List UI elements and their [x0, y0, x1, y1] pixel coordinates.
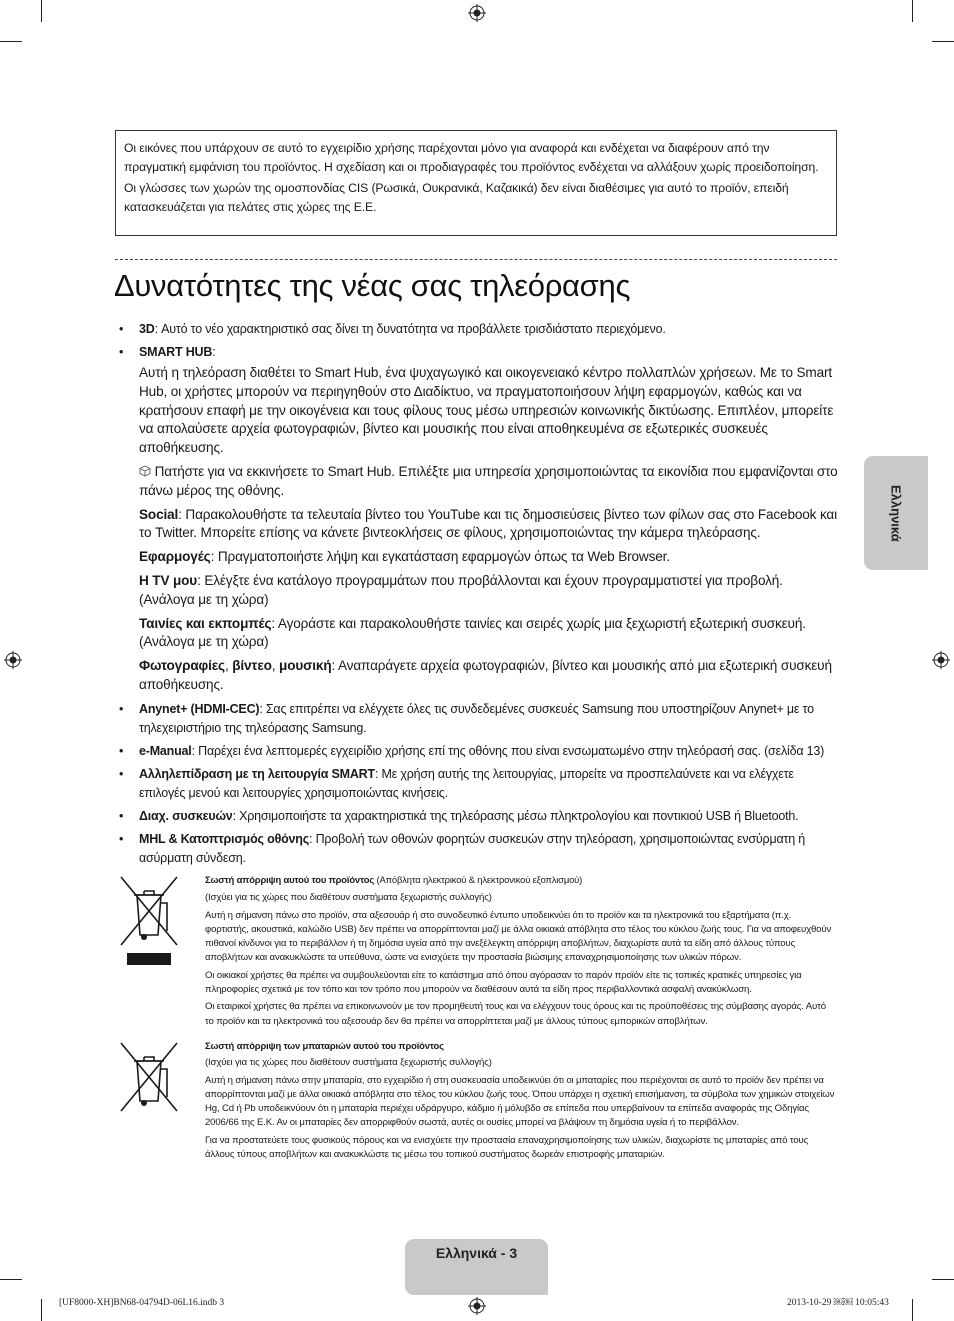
- feature-text: : Με χρήση αυτής της λειτουργίας, μπορείτε να προσπελαύνετε και να ελέγχετε επιλογές μενού και λειτουργίες χρησιμοποιώντας κινήσεις.: [139, 766, 794, 800]
- dashed-divider: [115, 259, 837, 260]
- feature-text: : Σας επιτρέπει να ελέγχετε όλες τις συνδεδεμένες συσκευές Samsung που υποστηρίζουν Anynet+ με το τηλεχειριστήριο της τηλεόρασης Samsung.: [139, 701, 814, 735]
- apps-label: Εφαρμογές: [139, 549, 211, 565]
- feature-label: Διαχ. συσκευών: [139, 808, 233, 823]
- smart-hub-movies: [139, 615, 839, 653]
- crop-mark: [41, 0, 42, 22]
- disposal-paragraph: Οι εταιρικοί χρήστες θα πρέπει να επικοινωνούν με τον προμηθευτή τους και να ελέγχουν τους όρους και τις προϋποθέσεις της σύμβασης αγοράς. Αυτό το προϊόν και τα ηλεκτρονικά του αξεσουάρ δεν θα πρέπει να απορρίπτεται μαζί με άλλους τύπους εμπορικών αποβλήτων.: [205, 1001, 826, 1027]
- smart-hub-section: [117, 364, 839, 695]
- apps-text: : Πραγματοποιήστε λήψη και εγκατάσταση εφαρμογών όπως τα Web Browser.: [210, 549, 670, 565]
- movies-text: : Αγοράστε και παρακολουθήστε ταινίες και σειρές χωρίς μια ξεχωριστή εξωτερική συσκευή. (Ανάλογα με τη χώρα): [139, 615, 806, 650]
- disposal-battery-section: [117, 1039, 837, 1162]
- list-item: [117, 742, 839, 761]
- list-item: [117, 807, 839, 826]
- feature-label: Anynet+ (HDMI-CEC): [139, 701, 260, 716]
- smart-hub-cube-icon: [139, 465, 151, 477]
- list-item: [117, 830, 839, 868]
- feature-label: Αλληλεπίδραση με τη λειτουργία SMART: [139, 766, 375, 781]
- disposal-subtitle: (Ισχύει για τις χώρες που διαθέτουν συστήματα ξεχωριστής συλλογής): [205, 1057, 492, 1069]
- movies-label: Ταινίες και εκπομπές: [139, 615, 272, 631]
- feature-colon: :: [212, 345, 216, 359]
- disposal-title: Σωστή απόρριψη των μπαταριών αυτού του προϊόντος: [205, 1040, 444, 1051]
- disposal-paragraph: Για να προστατεύετε τους φυσικούς πόρους και να ενισχύετε την προστασία επαναχρησιμοποίησης των υλικών, διαχωρίστε τις μπαταρίες από τους άλλους τύπους αποβλήτων και ανακυκλώστε τις μέσω του τοπικού συστήματος δωρεάν επιστροφής μπαταριών.: [205, 1134, 809, 1161]
- registration-mark-icon: [932, 651, 950, 669]
- mytv-text: : Ελέγξτε ένα κατάλογο προγραμμάτων που προβάλλονται και έχουν προγραμματιστεί για προβολή. (Ανάλογα με τη χώρα): [139, 572, 783, 607]
- crop-mark: [41, 1299, 42, 1321]
- crossed-out-wheelie-bin-icon: [117, 1039, 181, 1119]
- list-item: [117, 343, 839, 362]
- registration-mark-icon: [4, 651, 22, 669]
- disposal-title-suffix: (Απόβλητα ηλεκτρικού & ηλεκτρονικού εξοπλισμού): [374, 874, 583, 885]
- music-label: μουσική: [279, 658, 332, 674]
- page-number: Ελληνικά - 3: [405, 1239, 548, 1295]
- smart-hub-mytv: [139, 572, 839, 610]
- social-label: Social: [139, 506, 179, 522]
- smart-hub-press-text: Πατήστε για να εκκινήσετε το Smart Hub. Επιλέξτε μια υπηρεσία χρησιμοποιώντας τα εικονίδια που εμφανίζονται στο πάνω μέρος της οθόνης.: [139, 463, 838, 498]
- feature-label: 3D: [139, 322, 155, 336]
- feature-text: : Προβολή των οθονών φορητών συσκευών στην τηλεόραση, χρησιμοποιώντας ενσύρματη ή ασύρματη σύνδεση.: [139, 831, 805, 865]
- videos-label: βίντεο: [232, 658, 272, 674]
- page-title: Δυνατότητες της νέας σας τηλεόρασης: [114, 268, 631, 303]
- crop-mark: [0, 1279, 22, 1280]
- footer-file-info: [UF8000-XH]BN68-04794D-06L16.indb 3: [59, 1298, 225, 1308]
- registration-mark-icon: [468, 1297, 486, 1315]
- list-item: [117, 700, 839, 738]
- disposal-product-section: [117, 873, 837, 1029]
- crop-mark: [932, 41, 954, 42]
- photos-comma: ,: [271, 658, 280, 674]
- mytv-label: Η TV μου: [139, 572, 198, 588]
- list-item: [117, 765, 839, 803]
- crop-mark: [912, 1299, 913, 1321]
- photos-comma: ,: [224, 658, 233, 674]
- list-item: [117, 320, 839, 339]
- disposal-title: Σωστή απόρριψη αυτού του προϊόντος: [205, 874, 375, 885]
- crop-mark: [912, 0, 913, 22]
- crop-mark: [0, 41, 22, 42]
- feature-text: : Χρησιμοποιήστε τα χαρακτηριστικά της τηλεόρασης μέσω πληκτρολογίου και ποντικιού USB ή Bluetooth.: [232, 808, 799, 823]
- notice-paragraph: Οι γλώσσες των χωρών της ομοσπονδίας CIS (Ρωσικά, Ουκρανικά, Καζακικά) δεν είναι διαθέσιμες για αυτό το προϊόν, επειδή κατασκευάζεται για πελάτες στις χώρες της Ε.Ε.: [124, 181, 789, 214]
- smart-hub-photos: [139, 657, 839, 695]
- disposal-subtitle: (Ισχύει για τις χώρες που διαθέτουν συστήματα ξεχωριστής συλλογής): [205, 892, 492, 904]
- smart-hub-intro: Αυτή η τηλεόραση διαθέτει το Smart Hub, ένα ψυχαγωγικό και οικογενειακό κέντρο πολλαπλών χρήσεων. Με το Smart Hub, οι χρήστες μπορούν να περιηγηθούν στο Διαδίκτυο, να πραγματοποιήσουν λήψη εφαρμογών, καθώς και να κρατήσουν επαφή με την οικογένεια και τους φίλους τους μέσω υπηρεσιών κοινωνικής δικτύωσης. Επιπλέον, μπορείτε να απολαύσετε αρχεία φωτογραφιών, βίντεο και μουσικής που είναι αποθηκευμένα σε εξωτερικές συσκευές αποθήκευσης.: [139, 365, 834, 456]
- language-side-tab: [864, 456, 928, 570]
- photos-text: : Αναπαράγετε αρχεία φωτογραφιών, βίντεο και μουσικής από μια εξωτερική συσκευή αποθήκευσης.: [139, 658, 832, 692]
- feature-label: MHL & Κατοπτρισμός οθόνης: [139, 831, 310, 846]
- smart-hub-apps: [139, 548, 839, 567]
- feature-label: e-Manual: [139, 743, 192, 758]
- footer-timestamp: 2013-10-29 ￼￼ 10:05:43: [787, 1298, 889, 1308]
- social-text: : Παρακολουθήστε τα τελευταία βίντεο του YouTube και τις δημοσιεύσεις βίντεο των φίλων σας στο Facebook και το Twitter. Μπορείτε επίσης να κάνετε βιντεοκλήσεις σε φίλους, χρησιμοποιώντας την κάμερα τηλεόρασης.: [139, 506, 838, 541]
- photos-label: Φωτογραφίες: [139, 658, 225, 674]
- language-side-tab-label: Ελληνικά: [888, 484, 904, 542]
- notice-box: [115, 130, 837, 236]
- feature-list: [117, 320, 839, 872]
- crop-mark: [932, 1279, 954, 1280]
- disposal-paragraph: Αυτή η σήμανση πάνω στο προϊόν, στα αξεσουάρ ή στο συνοδευτικό έντυπο υποδεικνύει ότι το προϊόν και τα ηλεκτρονικά του εξαρτήματα (π.χ. φορτιστής, ακουστικά, καλώδιο USB) δεν πρέπει να απορρίπτονται μαζί με άλλα οικιακά απόβλητα στο τέλος του κύκλου ζωής τους. Για να αποφευχθούν πιθανοί κίνδυνοι για το περιβάλλον ή τη δημόσια υγεία από την ανεξέλεγκτη απόρριψη αποβλήτων, διαχωρίστε αυτά τα είδη από άλλους τύπους αποβλήτων και ανακυκλώστε τα υπεύθυνα, ώστε να ενισχύετε την προστασία βιώσιμης επαναχρησιμοποίησης των υλικών πόρων.: [205, 909, 832, 964]
- feature-text: : Παρέχει ένα λεπτομερές εγχειρίδιο χρήσης επί της οθόνης που είναι ενσωματωμένο στην τηλεόρασή σας. (σελίδα 13): [191, 743, 825, 758]
- feature-label: SMART HUB: [139, 345, 213, 359]
- disposal-paragraph: Αυτή η σήμανση πάνω στην μπαταρία, στο εγχειρίδιο ή στη συσκευασία υποδεικνύει ότι οι μπαταρίες που περιέχονται σε αυτό το προϊόν δεν πρέπει να απορρίπτονται μαζί με άλλα οικιακά απόβλητα στο τέλος του κύκλου ζωής τους. Όπου υπάρχει η σχετική επισήμανση, τα σύμβολα των χημικών στοιχείων Hg, Cd ή Pb υποδεικνύουν ότι η μπαταρία περιέχει υδράργυρο, κάδμιο ή μόλυβδο σε επίπεδα που υπερβαίνουν τα επίπεδα αναφοράς της Οδηγίας 2006/66 της Ε.Κ. Αν οι μπαταρίες δεν απορριφθούν σωστά, αυτές οι ουσίες μπορεί να βλάψουν τη δημόσια υγεία ή το περιβάλλον.: [205, 1074, 835, 1129]
- notice-paragraph: Οι εικόνες που υπάρχουν σε αυτό το εγχειρίδιο χρήσης παρέχονται μόνο για αναφορά και ενδέχεται να διαφέρουν από την πραγματική εμφάνιση του προϊόντος. Η σχεδίαση και οι προδιαγραφές του προϊόντος ενδέχεται να αλλάξουν χωρίς προειδοποίηση.: [124, 141, 819, 174]
- smart-hub-social: [139, 506, 839, 544]
- disposal-paragraph: Οι οικιακοί χρήστες θα πρέπει να συμβουλεύονται είτε το κατάστημα από όπου αγόρασαν το παρόν προϊόν είτε τις τοπικές κρατικές υπηρεσίες για πληροφορίες σχετικά με τον τόπο και τον τρόπο που μπορούν να διαθέσουν αυτά τα είδη προς περιβαλλοντικά ασφαλή ανακύκλωση.: [205, 969, 802, 996]
- feature-text: : Αυτό το νέο χαρακτηριστικό σας δίνει τη δυνατότητα να προβάλλετε τρισδιάστατο περιεχόμενο.: [154, 322, 666, 336]
- registration-mark-icon: [468, 4, 486, 22]
- crossed-out-wheelie-bin-icon: [117, 873, 181, 967]
- smart-hub-press: [139, 463, 839, 501]
